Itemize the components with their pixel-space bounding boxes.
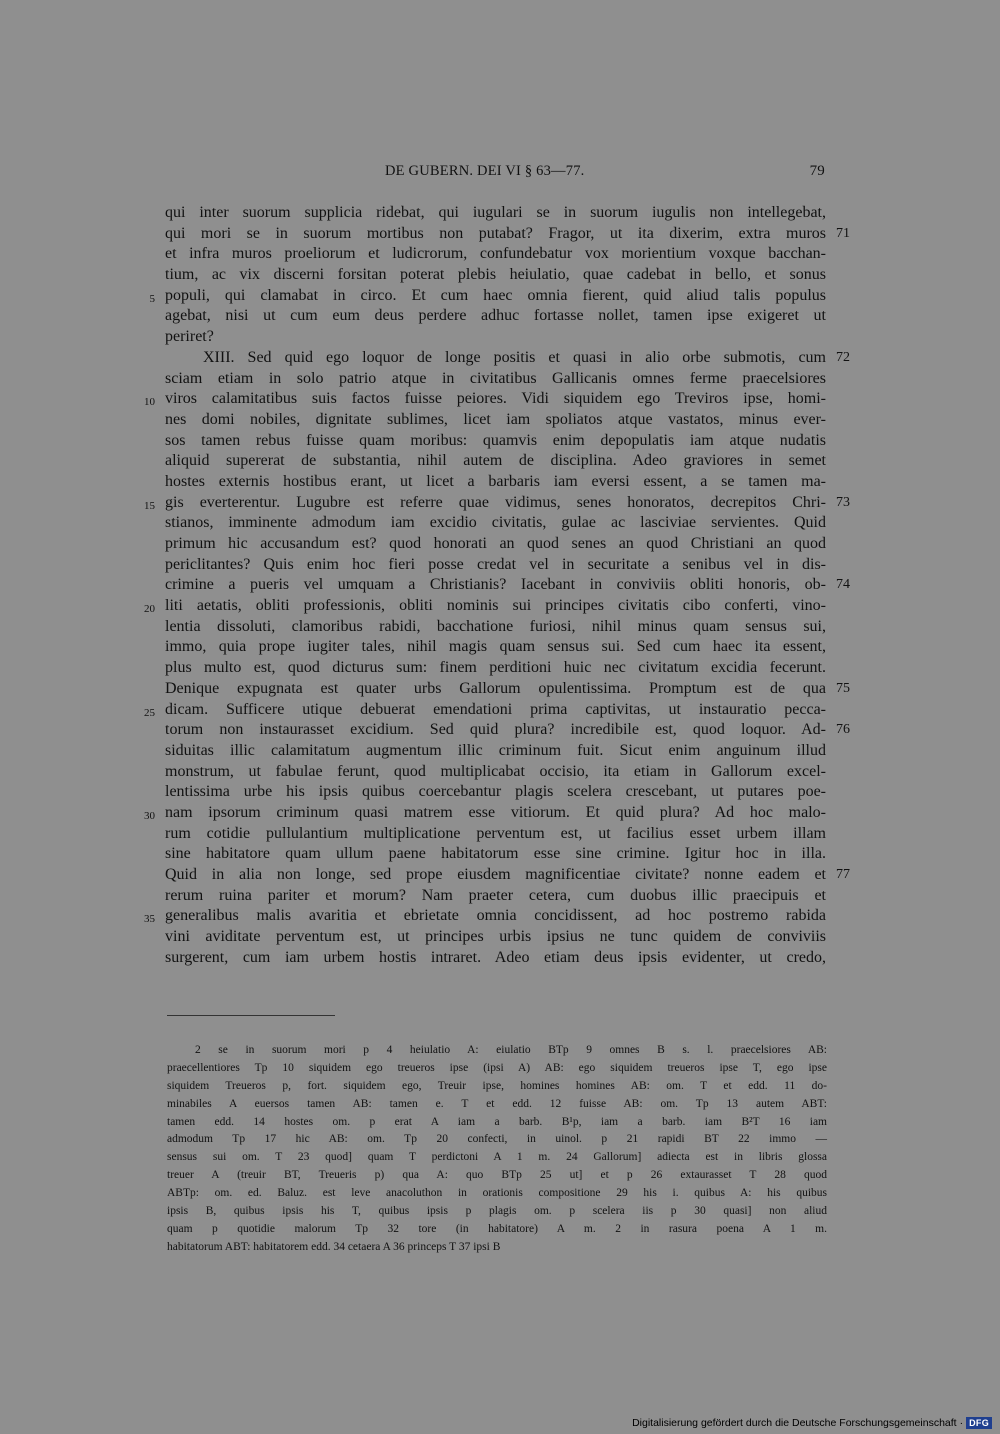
text-line-content: stianos, imminente admodum iam excidio civitatis, gulae ac lasciviae servientes. Quid bbox=[165, 514, 826, 532]
text-line bbox=[165, 886, 826, 907]
text-line-content: tium, ac vix discerni forsitan poterat plebis heiulatio, quae cadebat in bello, et sonus bbox=[165, 266, 826, 284]
line-number: 30 bbox=[144, 809, 155, 822]
critical-apparatus bbox=[167, 1042, 827, 1257]
text-line bbox=[165, 865, 850, 886]
text-line bbox=[165, 617, 826, 638]
text-line-content: Denique expugnata est quater urbs Gallorum opulentissima. Promptum est de qua bbox=[165, 679, 826, 697]
text-line bbox=[165, 927, 826, 948]
section-number: 75 bbox=[836, 680, 850, 696]
text-line bbox=[165, 369, 826, 390]
text-line-content: lentia dissoluti, clamoribus rabidi, bacchatione furiosi, nihil minus quam sensus sui, bbox=[165, 617, 826, 635]
text-line bbox=[165, 244, 826, 265]
text-line bbox=[165, 679, 850, 700]
text-line bbox=[165, 658, 826, 679]
apparatus-line: minabiles A euersos tamen AB: tamen e. T et edd. 12 fuisse AB: om. Tp 13 autem ABT: bbox=[167, 1097, 827, 1110]
text-line-content: siduitas illic calamitatum augmentum illic criminum fuit. Sicut enim anguinum illud bbox=[165, 741, 826, 759]
text-line bbox=[165, 306, 826, 327]
text-line bbox=[144, 700, 826, 721]
text-line-content: hostes externis hostibus erant, ut licet a barbaris iam eversi essent, a se tamen ma- bbox=[165, 472, 826, 490]
text-line-content: primum hic accusandum est? quod honorati an quod senes an quod Christiani an quod bbox=[165, 535, 826, 552]
text-line-content: crimine a pueris vel umquam a Christianis? Iacebant in conviviis obliti honoris, ob- bbox=[165, 576, 826, 594]
running-header bbox=[385, 163, 825, 183]
text-line-content: rerum ruina pariter et morum? Nam praeter cetera, cum duobus illic praecipuis et bbox=[165, 886, 826, 904]
text-line-content: et infra muros proeliorum et ludicrorum, confundebatur vox morientium voxque bacchan- bbox=[165, 245, 826, 263]
text-line-content: liti aetatis, obliti professionis, obliti nominis sui principes civitatis cibo conferti, vino- bbox=[165, 597, 826, 615]
text-line-content: nes domi nobiles, dignitate sublimes, licet iam spoliatos atque vastatos, minus ever- bbox=[165, 410, 826, 428]
apparatus-line: 2 se in suorum mori p 4 heiulatio A: eiulatio BTp 9 omnes B s. l. praecelsiores AB: bbox=[195, 1044, 827, 1056]
apparatus-line: ABTp: om. ed. Baluz. est leve anacoluthon in orationis compositione 29 his i. quibus A: his quibus bbox=[167, 1187, 827, 1200]
apparatus-line: praecellentiores Tp 10 siquidem ego treueros ipse (ipsi A) AB: ego siquidem treueros ipse T, ego ipse bbox=[167, 1061, 827, 1074]
page-number: 79 bbox=[809, 163, 825, 179]
apparatus-line: admodum Tp 17 hic AB: om. Tp 20 confecti, in uinol. p 21 rapidi BT 22 immo — bbox=[167, 1133, 827, 1146]
text-line-content: viros calamitatibus suis factos fuisse peiores. Vidi siquidem ego Treviros ipse, homi- bbox=[165, 390, 826, 408]
text-line bbox=[165, 203, 826, 224]
section-number: 72 bbox=[836, 349, 850, 365]
text-line bbox=[144, 803, 826, 824]
apparatus-line: siquidem Treueros p, fort. siquidem ego, Treuir ipse, homines homines AB: om. T et edd. 11 do- bbox=[167, 1079, 827, 1092]
text-line-content: Quid in alia non longe, sed prope eiusdem magnificentiae civitate? nonne eadem et bbox=[165, 866, 826, 883]
line-number: 15 bbox=[144, 499, 155, 512]
line-number: 5 bbox=[149, 292, 155, 305]
text-line bbox=[165, 348, 850, 369]
text-line bbox=[144, 906, 826, 927]
text-line-content: periclitantes? Quis enim hoc fieri posse credat vel in securitate a senibus vel in dis- bbox=[165, 555, 826, 573]
footnote-rule bbox=[167, 1015, 335, 1016]
running-title: DE GUBERN. DEI VI § 63—77. bbox=[385, 163, 585, 179]
text-line bbox=[149, 286, 826, 307]
text-line bbox=[165, 762, 826, 783]
text-line bbox=[165, 410, 826, 431]
dfg-footer-text: Digitalisierung gefördert durch die Deutsche Forschungsgemeinschaft bbox=[632, 1417, 957, 1429]
text-line-content: gis everterentur. Lugubre est referre quae vidimus, senes honoratos, decrepitos Chri- bbox=[165, 493, 826, 511]
text-line bbox=[165, 844, 826, 865]
text-line bbox=[165, 575, 850, 596]
text-line-content: lentissima urbe his ipsis quibus coercebantur plagis scelera crescebant, ut putares poe- bbox=[165, 783, 826, 801]
text-line bbox=[144, 493, 850, 514]
text-line bbox=[165, 637, 826, 658]
line-number: 20 bbox=[144, 603, 155, 616]
text-line-content: periret? bbox=[165, 328, 214, 346]
text-line-content: generalibus malis avaritia et ebrietate omnia concidissent, ad hoc postremo rabida bbox=[165, 907, 826, 925]
section-number: 77 bbox=[836, 867, 850, 882]
apparatus-line: quam p quotidie malorum Tp 32 tore (in habitatore) A m. 2 in rasura poena A 1 m. bbox=[167, 1222, 827, 1235]
text-line bbox=[144, 596, 826, 617]
apparatus-line: ipsis B, quibus ipsis his T, quibus ipsis p plagis om. p scelera iis p 30 quasi] non aliud bbox=[167, 1205, 827, 1218]
text-line-content: surgerent, cum iam urbem hostis intraret. Adeo etiam deus ipsis evidenter, ut credo, bbox=[165, 948, 826, 966]
text-line bbox=[165, 513, 826, 534]
text-line-content: qui inter suorum supplicia ridebat, qui iugulari se in suorum iugulis non intellegebat, bbox=[165, 204, 826, 221]
text-line bbox=[165, 265, 826, 286]
text-line bbox=[165, 741, 826, 762]
text-line-content: monstrum, ut fabulae ferunt, quod multiplicabat occisio, ita etiam in Gallorum excel- bbox=[165, 762, 826, 780]
text-line-content: immo, quia prope iugiter tales, nihil magis quam sensus sui. Sed cum haec ita essent, bbox=[165, 638, 826, 656]
text-line-content: XIII. Sed quid ego loquor de longe positis et quasi in alio orbe submotis, cum bbox=[203, 348, 826, 366]
text-line bbox=[165, 224, 850, 245]
text-line bbox=[144, 389, 826, 410]
line-number: 35 bbox=[144, 913, 155, 926]
apparatus-line: treuer A (treuir BT, Treueris p) qua A: quo BTp 25 ut] et p 26 extaurasset T 28 quod bbox=[167, 1169, 827, 1182]
text-line-content: sos tamen rebus fuisse quam moribus: quamvis enim depopulatis iam atque nudatis bbox=[165, 431, 826, 449]
line-number: 25 bbox=[144, 706, 155, 719]
text-line-content: nam ipsorum criminum quasi matrem esse vitiorum. Et quid plura? Ad hoc malo- bbox=[165, 803, 826, 821]
text-line bbox=[165, 720, 850, 741]
text-line-content: populi, qui clamabat in circo. Et cum haec omnia fierent, quid aliud talis populus bbox=[165, 286, 826, 304]
text-line-content: aliquid supererat de substantia, nihil autem de disciplina. Adeo graviores in semet bbox=[165, 452, 826, 470]
text-line-content: dicam. Sufficere utique debuerat emendationi prima captivitas, ut instauratio pecca- bbox=[165, 700, 826, 718]
text-line bbox=[165, 472, 826, 493]
text-line-content: qui mori se in suorum mortibus non putabat? Fragor, ut ita dixerim, extra muros bbox=[165, 224, 826, 242]
dfg-footer: Digitalisierung gefördert durch die Deutsche Forschungsgemeinschaft · DFG bbox=[632, 1415, 992, 1431]
apparatus-line: tamen edd. 14 hostes om. p erat A iam a barb. B¹p, iam a barb. iam B²T 16 iam bbox=[167, 1115, 827, 1128]
text-line bbox=[165, 824, 826, 845]
text-line-content: plus multo est, quod dicturus sum: finem perditioni huic nec civitatum excidia fecerunt. bbox=[165, 659, 826, 677]
text-line bbox=[165, 534, 826, 555]
apparatus-line: habitatorum ABT: habitatorem edd. 34 cetaera A 36 princeps T 37 ipsi B bbox=[167, 1240, 501, 1253]
main-text bbox=[144, 203, 850, 968]
text-line bbox=[165, 555, 826, 576]
text-line bbox=[165, 782, 826, 803]
section-number: 71 bbox=[836, 225, 850, 241]
dfg-logo-icon: DFG bbox=[966, 1417, 992, 1429]
text-line bbox=[165, 431, 826, 452]
section-number: 76 bbox=[836, 722, 850, 738]
apparatus-line: sensus sui om. T 23 quod] quam T perdictoni A 1 m. 24 Gallorum] adiecta est in libris glossa bbox=[167, 1151, 827, 1164]
text-line bbox=[165, 948, 826, 969]
section-number: 74 bbox=[836, 577, 850, 593]
text-line-content: agebat, nisi ut cum eum deus perdere adhuc fortasse nollet, tamen ipse exigeret ut bbox=[165, 307, 826, 325]
text-line bbox=[165, 451, 826, 472]
section-number: 73 bbox=[836, 494, 850, 510]
line-number: 10 bbox=[144, 396, 155, 409]
text-line-content: torum non instaurasset excidium. Sed quid plura? incredibile est, quod loquor. Ad- bbox=[165, 721, 826, 739]
text-line-content: sciam etiam in solo patrio atque in civitatibus Gallicanis omnes ferme praecelsiores bbox=[165, 369, 826, 387]
text-line-content: sine habitatore quam ullum paene habitatorum esse sine crimine. Igitur hoc in illa. bbox=[165, 845, 826, 863]
text-line-content: rum cotidie pullulantium multiplicatione perventum est, ut facilius esset urbem illam bbox=[165, 824, 826, 842]
text-line-content: vini aviditate perventum est, ut principes urbis ipsius ne tunc quidem de conviviis bbox=[165, 928, 826, 946]
text-line bbox=[165, 327, 826, 348]
